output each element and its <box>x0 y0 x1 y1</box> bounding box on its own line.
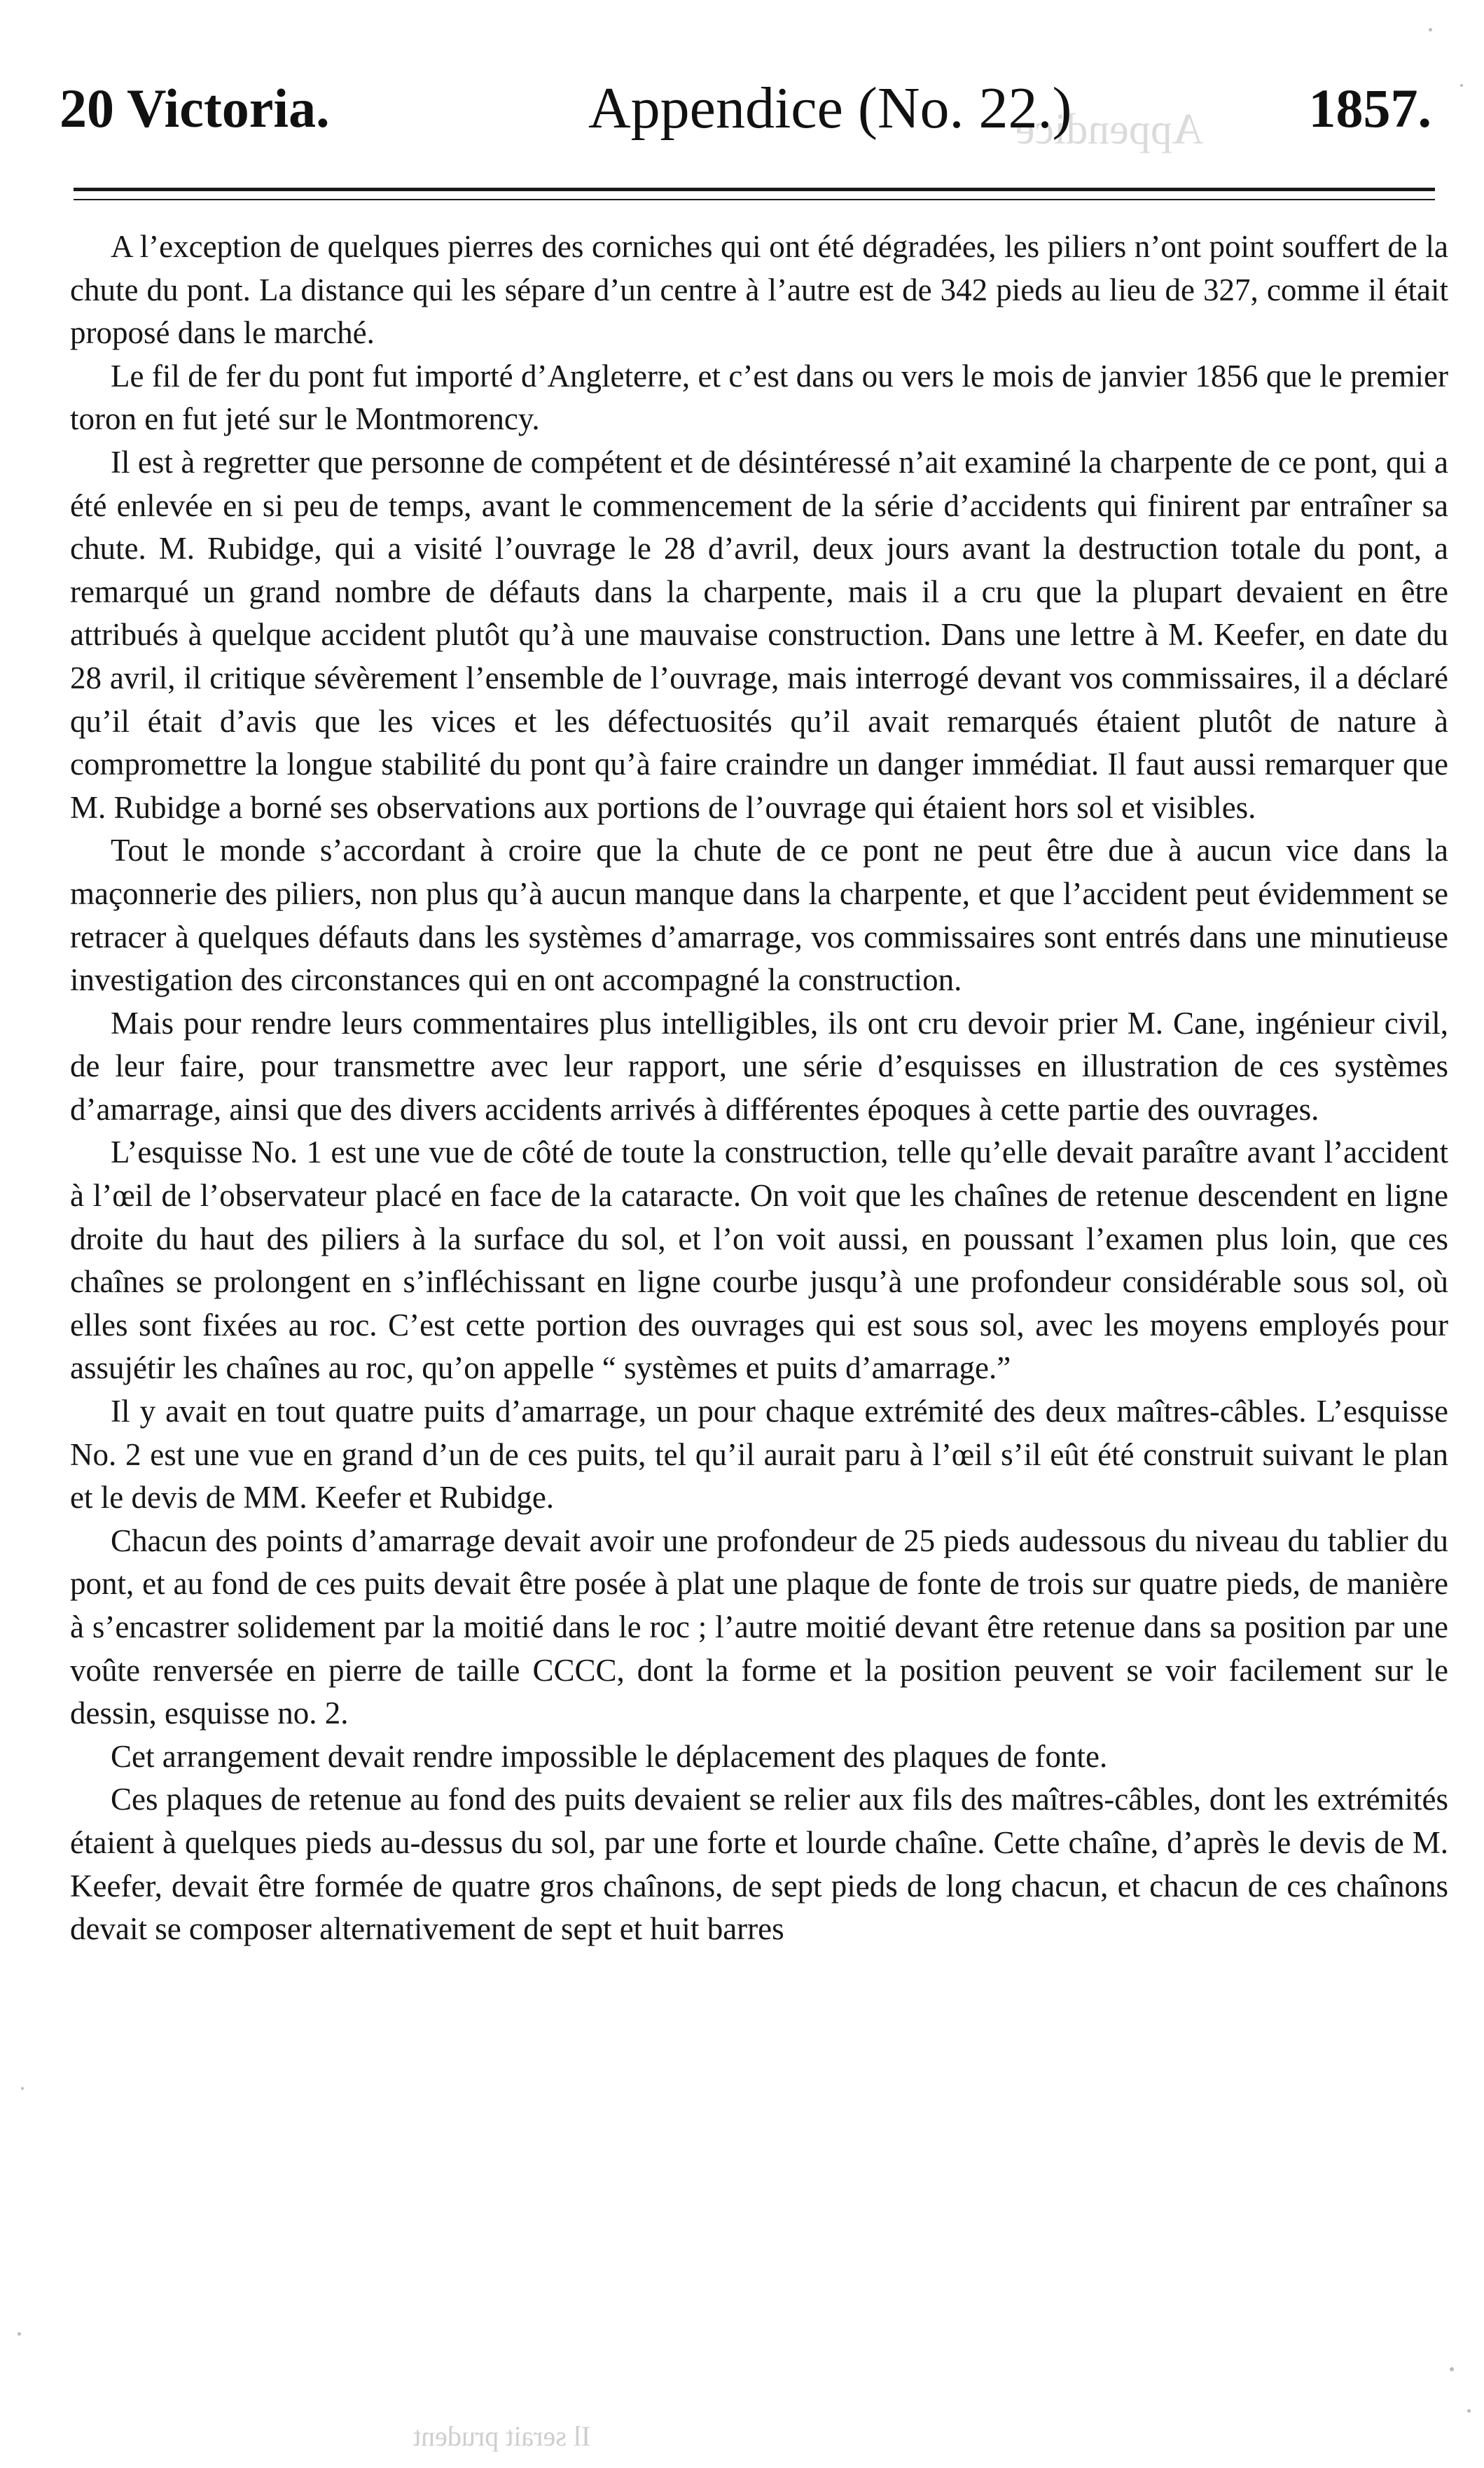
header-session: 20 Victoria. <box>60 78 330 139</box>
bleed-through-header: Appendice <box>1015 106 1204 153</box>
paper-speckle <box>1429 28 1432 32</box>
paragraph: Le fil de fer du pont fut importé d’Angleterre, et c’est dans ou vers le mois de janvier 1856 que le premier toron en fut jeté sur le Montmorency. <box>70 358 1448 437</box>
paragraph: Tout le monde s’accordant à croire que la chute de ce pont ne peut être due à aucun vice dans la maçonnerie des piliers, non plus qu’à aucun manque dans la charpente, et que l’accident peut évidemment se retracer à quelques défauts dans les systèmes d’amarrage, vos commissaires sont entrés dans une minutieuse investigation des circonstances qui en ont accompagné la construction. <box>70 833 1448 998</box>
paper-speckle <box>1460 84 1463 87</box>
paragraph: Chacun des points d’amarrage devait avoir une profondeur de 25 pieds audessous du niveau du tablier du pont, et au fond de ces puits devait être posée à plat une plaque de fonte de trois sur quatre pieds, de manière à s’encastrer solidement par la moitié dans le roc ; l’autre moitié devant être retenue dans sa position par une voûte renversée en pierre de taille CCCC, dont la forme et la position peuvent se voir facilement sur le dessin, esquisse no. 2. <box>70 1523 1448 1731</box>
paragraph: Il y avait en tout quatre puits d’amarrage, un pour chaque extrémité des deux maîtres-câbles. L’esquisse No. 2 est une vue en grand d’un de ces puits, tel qu’il aurait paru à l’œil s’il eût été construit suivant le plan et le devis de MM. Keefer et Rubidge. <box>70 1394 1448 1516</box>
paper-speckle <box>1450 2367 1454 2371</box>
header-appendix: Appendice (No. 22.) <box>588 76 1072 141</box>
paragraph: L’esquisse No. 1 est une vue de côté de toute la construction, telle qu’elle devait paraître avant l’accident à l’œil de l’observateur placé en face de la cataracte. On voit que les chaînes de retenue descendent en ligne droite du haut des piliers à la surface du sol, et l’on voit aussi, en poussant l’examen plus loin, que ces chaînes se prolongent en s’infléchissant en ligne courbe jusqu’à une profondeur considérable sous sol, où elles sont fixées au roc. C’est cette portion des ouvrages qui est sous sol, avec les moyens employés pour assujétir les chaînes au roc, qu’on appelle “ systèmes et puits d’amarrage.” <box>70 1135 1448 1386</box>
paragraph: A l’exception de quelques pierres des corniches qui ont été dégradées, les piliers n’ont point souffert de la chute du pont. La distance qui les sépare d’un centre à l’autre est de 342 pieds au lieu de 327, comme il était proposé dans le marché. <box>70 229 1448 351</box>
bleed-through-footer: Il serait prudent <box>413 2420 591 2452</box>
paragraph: Mais pour rendre leurs commentaires plus intelligibles, ils ont cru devoir prier M. Cane, ingénieur civil, de leur faire, pour transmettre avec leur rapport, une série d’esquisses en illustration de ces systèmes d’amarrage, ainsi que des divers accidents arrivés à différentes époques à cette partie des ouvrages. <box>70 1005 1448 1127</box>
header-rule-thick <box>74 188 1435 191</box>
page-header <box>60 67 1445 151</box>
paragraph: Ces plaques de retenue au fond des puits devaient se relier aux fils des maîtres-câbles, dont les extrémités étaient à quelques pieds au-dessus du sol, par une forte et lourde chaîne. Cette chaîne, d’après le devis de M. Keefer, devait être formée de quatre gros chaînons, de sept pieds de long chacun, et chacun de ces chaînons devait se composer alternativement de sept et huit barres <box>70 1782 1448 1947</box>
body-text <box>70 226 1448 1951</box>
header-rule-thin <box>74 199 1435 200</box>
paper-speckle <box>18 2332 21 2336</box>
paper-speckle <box>21 2087 24 2090</box>
paragraph: Il est à regretter que personne de compétent et de désintéressé n’ait examiné la charpente de ce pont, qui a été enlevée en si peu de temps, avant le commencement de la série d’accidents qui finirent par entraîner sa chute. M. Rubidge, qui a visité l’ouvrage le 28 d’avril, deux jours avant la destruction totale du pont, a remarqué un grand nombre de défauts dans la charpente, mais il a cru que la plupart devaient en être attribués à quelque accident plutôt qu’à une mauvaise construction. Dans une lettre à M. Keefer, en date du 28 avril, il critique sévèrement l’ensemble de l’ouvrage, mais interrogé devant vos commissaires, il a déclaré qu’il était d’avis que les vices et les défectuosités qu’il avait remarqués étaient plutôt de nature à compromettre la longue stabilité du pont qu’à faire craindre un danger immédiat. Il faut aussi remarquer que M. Rubidge a borné ses observations aux portions de l’ouvrage qui étaient hors sol et visibles. <box>70 444 1448 825</box>
paper-speckle <box>1467 2409 1471 2413</box>
header-year: 1857. <box>1308 78 1431 139</box>
paragraph: Cet arrangement devait rendre impossible le déplacement des plaques de fonte. <box>111 1738 1108 1774</box>
